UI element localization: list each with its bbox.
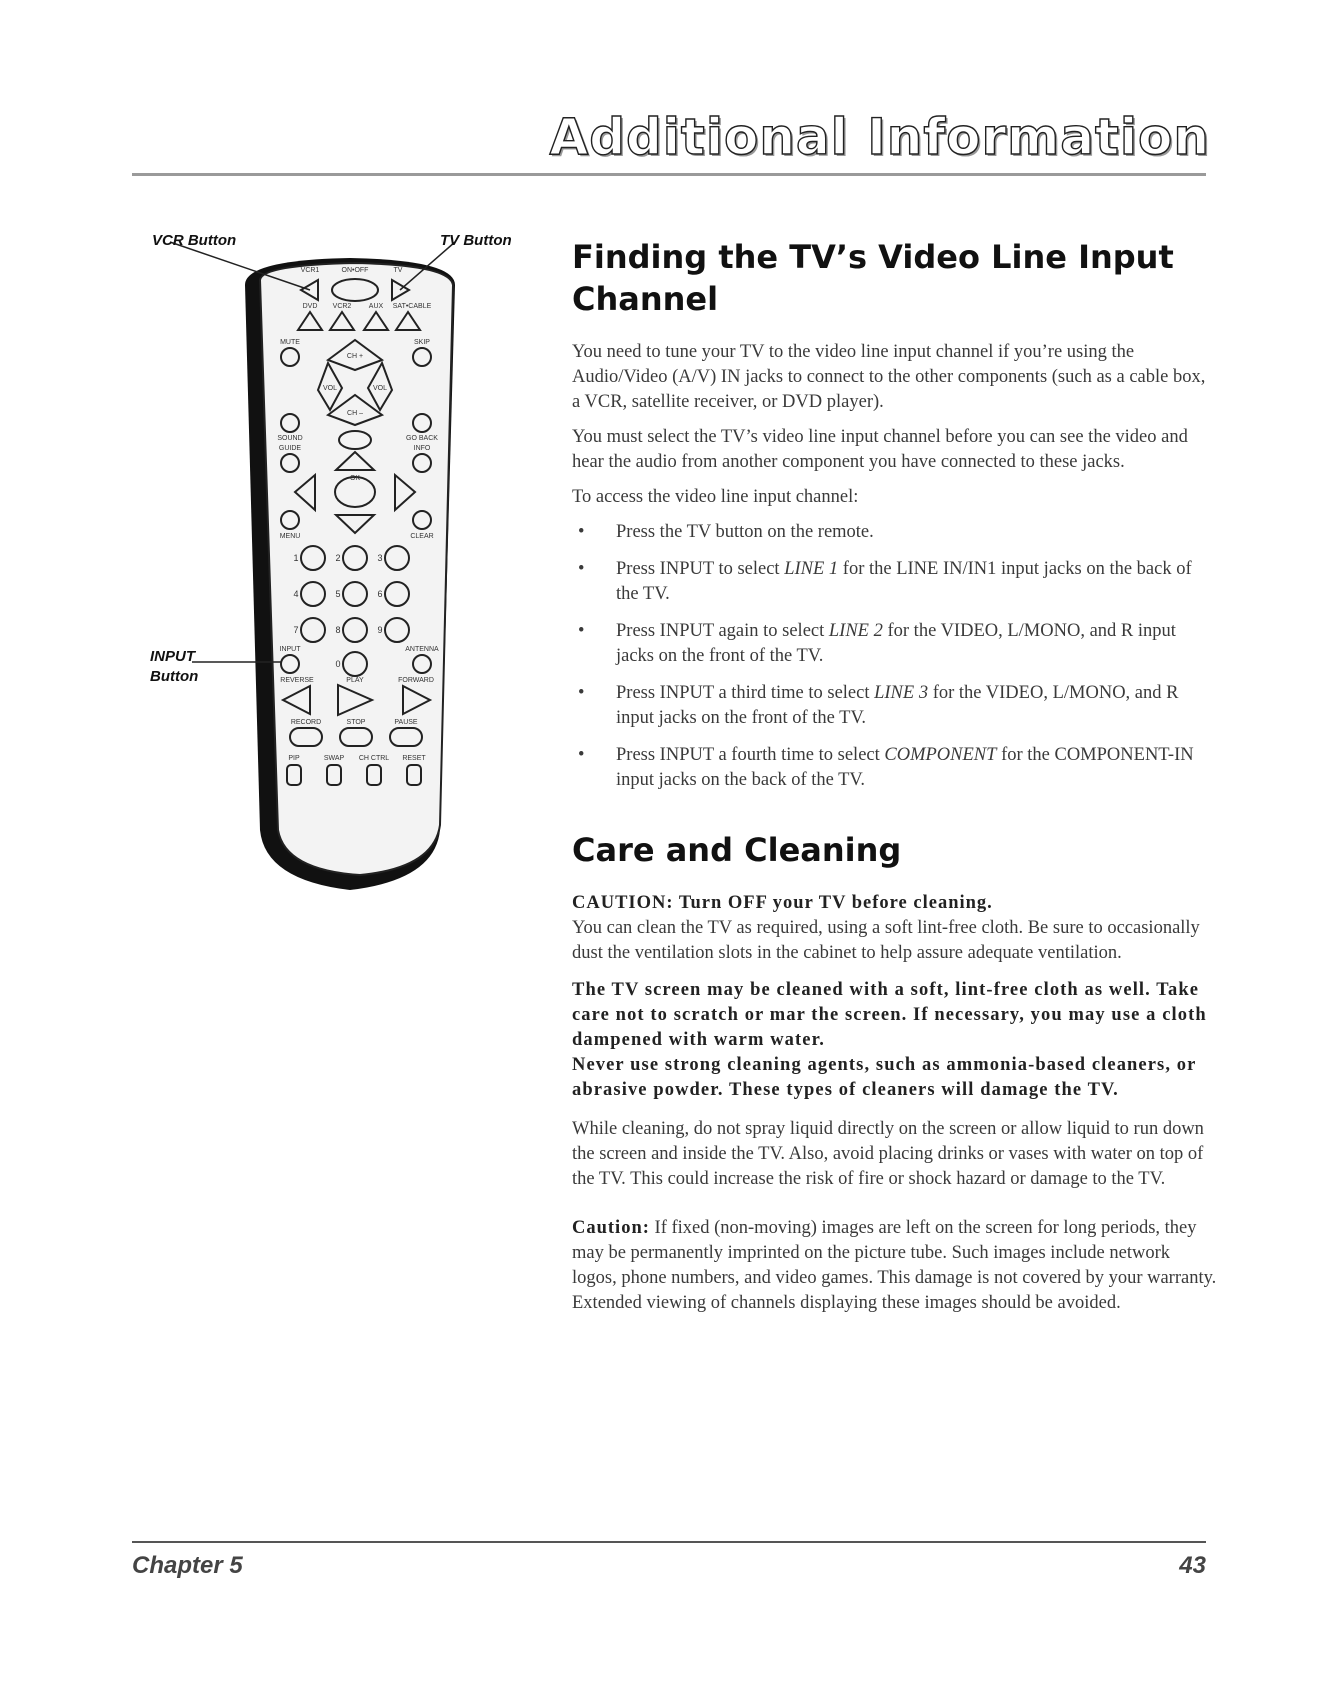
input-button-callout: INPUT	[150, 648, 195, 665]
bold-paragraph: Never use strong cleaning agents, such as ammonia-based cleaners, or abrasive powder. These types of cleaners will damage the TV.	[572, 1055, 1197, 1100]
remote-label-forward: FORWARD	[398, 677, 434, 684]
remote-label-guide: GUIDE	[278, 445, 302, 452]
remote-label-3: 3	[377, 553, 383, 563]
remote-label-dvd: DVD	[302, 303, 318, 310]
remote-label-mute: MUTE	[280, 339, 300, 346]
remote-label-2: 2	[335, 553, 341, 563]
remote-label-8: 8	[335, 625, 341, 635]
remote-label-skip: SKIP	[414, 339, 430, 346]
remote-label-tv: TV	[393, 267, 403, 274]
remote-label-vol-left: VOL	[322, 385, 338, 392]
tv-button-callout: TV Button	[440, 232, 512, 249]
remote-label-ch-down: CH –	[347, 410, 363, 417]
remote-label-ok: OK	[349, 475, 361, 482]
remote-label-vcr2: VCR2	[332, 303, 352, 310]
remote-label-sat-cable: SAT•CABLE	[392, 303, 432, 310]
remote-label-input: INPUT	[279, 646, 301, 653]
remote-label-5: 5	[335, 589, 341, 599]
steps-list	[572, 520, 1217, 793]
paragraph: You must select the TV’s video line input channel before you can see the video and hear the audio from another component you have connected to these jacks.	[572, 427, 1188, 472]
remote-label-on-off: ON•OFF	[341, 267, 369, 274]
bold-paragraph: The TV screen may be cleaned with a soft, lint-free cloth as well. Take care not to scratch or mar the screen. If necessary, you may use a cloth dampened with warm water.	[572, 980, 1207, 1050]
header-rule	[132, 173, 1206, 176]
remote-label-info: INFO	[413, 445, 431, 452]
remote-label-6: 6	[377, 589, 383, 599]
remote-label-go-back: GO BACK	[406, 435, 438, 442]
remote-label-4: 4	[293, 589, 299, 599]
remote-label-ch-ctrl: CH CTRL	[358, 755, 390, 762]
caution-paragraph: Caution: If fixed (non-moving) images are left on the screen for long periods, they may be permanently imprinted on the picture tube. Such images include network logos, phone numbers, and video games. This damage is not covered by your warranty. Extended viewing of channels displaying these images should be avoided.	[572, 1218, 1217, 1313]
list-item: • Press INPUT a fourth time to select COMPONENT for the COMPONENT-IN input jacks on the back of the TV.	[578, 745, 1194, 790]
remote-label-0: 0	[335, 659, 341, 669]
remote-label-reverse: REVERSE	[280, 677, 314, 684]
paragraph: To access the video line input channel:	[572, 487, 859, 507]
remote-label-pause: PAUSE	[394, 719, 418, 726]
remote-label-pip: PIP	[288, 755, 300, 762]
remote-control-figure	[150, 230, 550, 915]
main-content	[572, 236, 1217, 1326]
section-header-title: Additional Information	[549, 108, 1210, 166]
vcr-button-callout: VCR Button	[152, 232, 237, 249]
remote-label-swap: SWAP	[323, 755, 345, 762]
section-heading-video-input: Finding the TV’s Video Line Input Channel	[572, 238, 1174, 318]
remote-label-reset: RESET	[402, 755, 426, 762]
footer-rule	[132, 1541, 1206, 1543]
remote-label-aux: AUX	[368, 303, 384, 310]
paragraph: While cleaning, do not spray liquid directly on the screen or allow liquid to run down the screen and inside the TV. Also, avoid placing drinks or vases with water on top of the TV. This could increase the risk of fire or shock hazard or damage to the TV.	[572, 1119, 1204, 1189]
remote-label-9: 9	[377, 625, 383, 635]
remote-label-play: PLAY	[346, 677, 364, 684]
caution-heading: CAUTION: Turn OFF your TV before cleaning.	[572, 893, 993, 913]
list-item: • Press INPUT a third time to select LINE 3 for the VIDEO, L/MONO, and R input jacks on the front of the TV.	[578, 683, 1179, 728]
remote-label-stop: STOP	[346, 719, 366, 726]
remote-label-ch-up: CH +	[346, 353, 364, 360]
list-item: • Press the TV button on the remote.	[578, 522, 874, 542]
remote-label-antenna: ANTENNA	[405, 646, 439, 653]
remote-label-sound: SOUND	[277, 435, 303, 442]
remote-label-1: 1	[293, 553, 299, 563]
remote-label-record: RECORD	[290, 719, 322, 726]
paragraph: You need to tune your TV to the video line input channel if you’re using the Audio/Video (A/V) IN jacks to connect to the other components (such as a cable box, a VCR, satellite receiver, or DVD player).	[572, 342, 1206, 412]
remote-label-clear: CLEAR	[410, 533, 434, 540]
remote-label-7: 7	[293, 625, 299, 635]
remote-label-vol-right: VOL	[372, 385, 388, 392]
footer-chapter: Chapter 5	[132, 1552, 243, 1579]
paragraph: You can clean the TV as required, using a soft lint-free cloth. Be sure to occasionally dust the ventilation slots in the cabinet to help assure adequate ventilation.	[572, 918, 1200, 963]
remote-label-menu: MENU	[279, 533, 301, 540]
list-item: • Press INPUT to select LINE 1 for the LINE IN/IN1 input jacks on the back of the TV.	[578, 559, 1192, 604]
remote-label-vcr1: VCR1	[300, 267, 320, 274]
input-button-callout-2: Button	[150, 668, 199, 685]
footer-page-number: 43	[1179, 1552, 1206, 1579]
list-item: • Press INPUT again to select LINE 2 for the VIDEO, L/MONO, and R input jacks on the front of the TV.	[578, 621, 1176, 666]
section-heading-care: Care and Cleaning	[572, 831, 902, 869]
